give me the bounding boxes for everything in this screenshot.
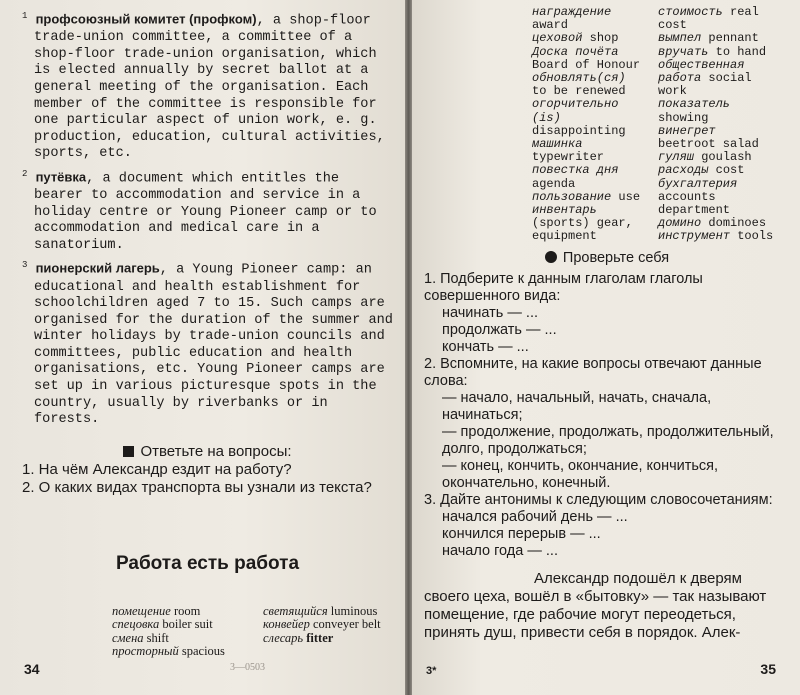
vocab-entry: стоимость real cost (658, 5, 759, 33)
vocab-entry: показатель showing (658, 97, 731, 125)
exercise-item: начался рабочий день — ... (442, 508, 628, 525)
footnotes (22, 8, 393, 429)
vocab-entry: светящийся luminous (263, 603, 378, 618)
vocab-entry: общественная работа social work (658, 57, 752, 99)
exercise-item: — продолжение, продолжать, продолжительный, долго, продолжаться; (442, 423, 774, 457)
page-number: 34 (24, 661, 40, 677)
vocab-entry: цеховой shop (532, 31, 619, 46)
question-1: 1. На чём Александр ездит на работу? (22, 460, 292, 478)
square-bullet-icon (123, 446, 134, 457)
exercise-item: — начало, начальный, начать, сначала, начинаться; (442, 389, 712, 423)
signature-mark: 3* (426, 665, 437, 677)
vocab-entry: вручать to hand (658, 44, 767, 59)
vocab-entry: конвейер conveyer belt (263, 617, 381, 632)
vocab-entry: домино dominoes (658, 216, 767, 231)
footnote-3: $^3$ пионерский лагерь, a Young Pioneer camp: an educational and health establishment for schoolchildren aged 7 to 15. Such camps are organised for the duration of the summer and winter holidays by trade-union councils and committees, public education and health organisations, etc. Young Pioneer camps are set up in various picturesque spots in the country, usually by riverbanks or in forests. (22, 260, 393, 428)
exercise-2 (424, 356, 790, 492)
exercise-item: кончать — ... (442, 338, 529, 355)
vocab-entry: спецовка boiler suit (112, 617, 213, 632)
footnote-1: $^1$ профсоюзный комитет (профком), a shop-floor trade-union committee, a committee of a shop-floor trade-union organisation, which is elected annually by secret ballot at a general meeting of the organisation. Each member of the committee is responsible for one particular aspect of union work, e. g. production, education, cultural activities, sports, etc. (22, 11, 385, 162)
vocab-column-1 (112, 605, 247, 659)
vocab-entry: огорчительно (is) disappointing (532, 97, 626, 138)
footnote-2: $^2$ путёвка, a document which entitles the bearer to accommodation and service in a holiday centre or Young Pioneer camp or to accommodation and medical care in a sanatorium. (22, 168, 377, 253)
right-page (412, 0, 800, 695)
vocab-entry: гуляш goulash (658, 150, 752, 165)
check-heading: Проверьте себя (424, 250, 790, 267)
vocab-block (22, 605, 393, 659)
exercise-title: 2. Вспомните, на какие вопросы отвечают данные слова: (424, 355, 762, 389)
exercise-item: начинать — ... (442, 304, 538, 321)
vocab-entry: смена shift (112, 630, 169, 645)
vocab-entry: награждение award (532, 5, 612, 33)
page-number: 35 (760, 661, 776, 677)
body-paragraph: Александр подошёл к дверям своего цеха, вошёл в «бытовку» — так называют помещение, где рабочие могут переодеться, принять душ, привести себя в порядок. Алек- (424, 569, 767, 641)
vocab-entry: расходы cost (658, 163, 745, 178)
vocab-entry: Доска почёта Board of Honour (532, 44, 641, 72)
vocab-entry: инструмент tools (658, 229, 774, 244)
footnote-term: пионерский лагерь (35, 260, 160, 276)
vocab-entry: машинка typewriter (532, 137, 605, 165)
exercise-item: продолжать — ... (442, 321, 557, 338)
vocab-entry: слесарь fitter (263, 630, 334, 645)
vocab-column-1 (532, 6, 644, 244)
exercise-1 (424, 271, 790, 356)
vocab-entry: пользование use (532, 189, 641, 204)
vocab-column-2 (263, 605, 393, 659)
questions-heading: Ответьте на вопросы: (22, 443, 393, 461)
vocab-entry: винегрет beetroot salad (658, 123, 759, 152)
exercise-item: начало года — ... (442, 542, 558, 559)
vocab-entry: просторный spacious (112, 644, 225, 659)
exercise-3 (424, 492, 790, 560)
chapter-title: Работа есть работа (115, 552, 300, 574)
vocab-block (424, 6, 790, 244)
footnote-term: профсоюзный комитет (профком) (35, 11, 257, 27)
vocab-entry: инвентарь (sports) gear, equipment (532, 203, 633, 244)
book-gutter (405, 0, 412, 695)
circle-bullet-icon (545, 251, 557, 263)
exercise-title: 1. Подберите к данным глаголам глаголы совершенного вида: (424, 270, 703, 304)
exercise-item: — конец, кончить, окончание, кончиться, окончательно, конечный. (442, 457, 719, 491)
vocab-entry: бухгалтерия accounts department (658, 176, 738, 218)
footnote-term: путёвка (35, 169, 87, 185)
exercise-title: 3. Дайте антонимы к следующим словосочетаниям: (424, 491, 773, 508)
vocab-entry: обновлять(ся) to be renewed (532, 71, 626, 99)
vocab-entry: помещение room (112, 603, 201, 618)
signature-mark: 3—0503 (230, 662, 265, 673)
vocab-column-2 (658, 6, 780, 244)
exercise-item: кончился перерыв — ... (442, 525, 601, 542)
question-2: 2. О каких видах транспорта вы узнали из текста? (22, 478, 372, 496)
vocab-entry: вымпел pennant (658, 31, 759, 46)
vocab-entry: повестка дня agenda (532, 163, 619, 191)
